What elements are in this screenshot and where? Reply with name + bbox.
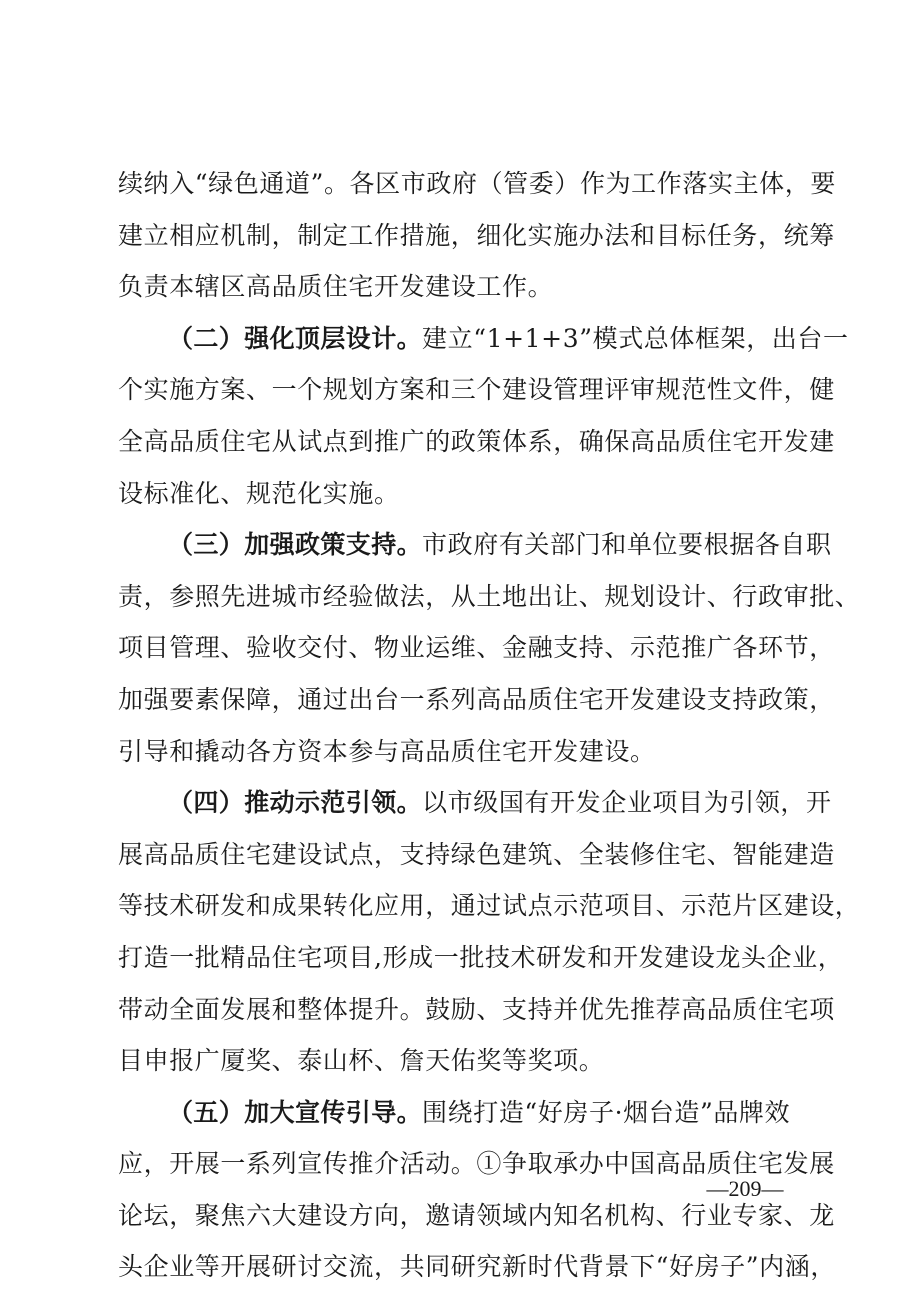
section-text: 围绕打造“好房子·烟台造”品牌效 bbox=[422, 1097, 791, 1127]
section-first-line bbox=[118, 313, 849, 365]
section-text: 市政府有关部门和单位要根据各自职 bbox=[422, 530, 832, 560]
section-text: 建立“1+1+3”模式总体框架，出台一 bbox=[422, 323, 849, 353]
section-first-line bbox=[118, 519, 832, 571]
section-heading: （二）强化顶层设计。 bbox=[168, 323, 423, 353]
section-heading: （五）加大宣传引导。 bbox=[168, 1097, 423, 1127]
paragraph-line: 建立相应机制，制定工作措施，细化实施办法和目标任务，统筹 bbox=[118, 220, 835, 250]
paragraph-line: 引导和撬动各方资本参与高品质住宅开发建设。 bbox=[118, 736, 656, 766]
paragraph-line: 等技术研发和成果转化应用，通过试点示范项目、示范片区建设， bbox=[118, 891, 861, 921]
paragraph-line: 全高品质住宅从试点到推广的政策体系，确保高品质住宅开发建 bbox=[118, 426, 835, 456]
section-text: 以市级国有开发企业项目为引领，开 bbox=[422, 788, 832, 818]
paragraph-line: 头企业等开展研讨交流，共同研究新时代背景下“好房子”内涵， bbox=[118, 1252, 836, 1282]
section-heading: （三）加强政策支持。 bbox=[168, 530, 423, 560]
paragraph-line: 目申报广厦奖、泰山杯、詹天佑奖等奖项。 bbox=[118, 1046, 605, 1076]
paragraph-line: 论坛，聚焦六大建设方向，邀请领域内知名机构、行业专家、龙 bbox=[118, 1200, 835, 1230]
paragraph-line: 个实施方案、一个规划方案和三个建设管理评审规范性文件，健 bbox=[118, 375, 835, 405]
paragraph-line: 负责本辖区高品质住宅开发建设工作。 bbox=[118, 272, 554, 302]
paragraph-line: 续纳入“绿色通道”。各区市政府（管委）作为工作落实主体，要 bbox=[118, 169, 836, 198]
paragraph-line: 打造一批精品住宅项目,形成一批技术研发和开发建设龙头企业， bbox=[118, 942, 844, 972]
paragraph-line: 设标准化、规范化实施。 bbox=[118, 478, 400, 508]
paragraph-line: 展高品质住宅建设试点，支持绿色建筑、全装修住宅、智能建造 bbox=[118, 839, 835, 869]
section-heading: （四）推动示范引领。 bbox=[168, 788, 423, 818]
paragraph-line: 责，参照先进城市经验做法，从土地出让、规划设计、行政审批、 bbox=[118, 581, 861, 611]
section-first-line bbox=[118, 777, 832, 829]
paragraph-line: 项目管理、验收交付、物业运维、金融支持、示范推广各环节， bbox=[118, 633, 835, 663]
section-first-line bbox=[118, 1087, 790, 1139]
body-text bbox=[118, 158, 861, 1293]
paragraph-line: 应，开展一系列宣传推介活动。①争取承办中国高品质住宅发展 bbox=[118, 1149, 835, 1179]
paragraph-line: 带动全面发展和整体提升。鼓励、支持并优先推荐高品质住宅项 bbox=[118, 994, 835, 1024]
paragraph-line: 加强要素保障，通过出台一系列高品质住宅开发建设支持政策， bbox=[118, 684, 835, 714]
page-number: —209— bbox=[706, 1176, 784, 1201]
